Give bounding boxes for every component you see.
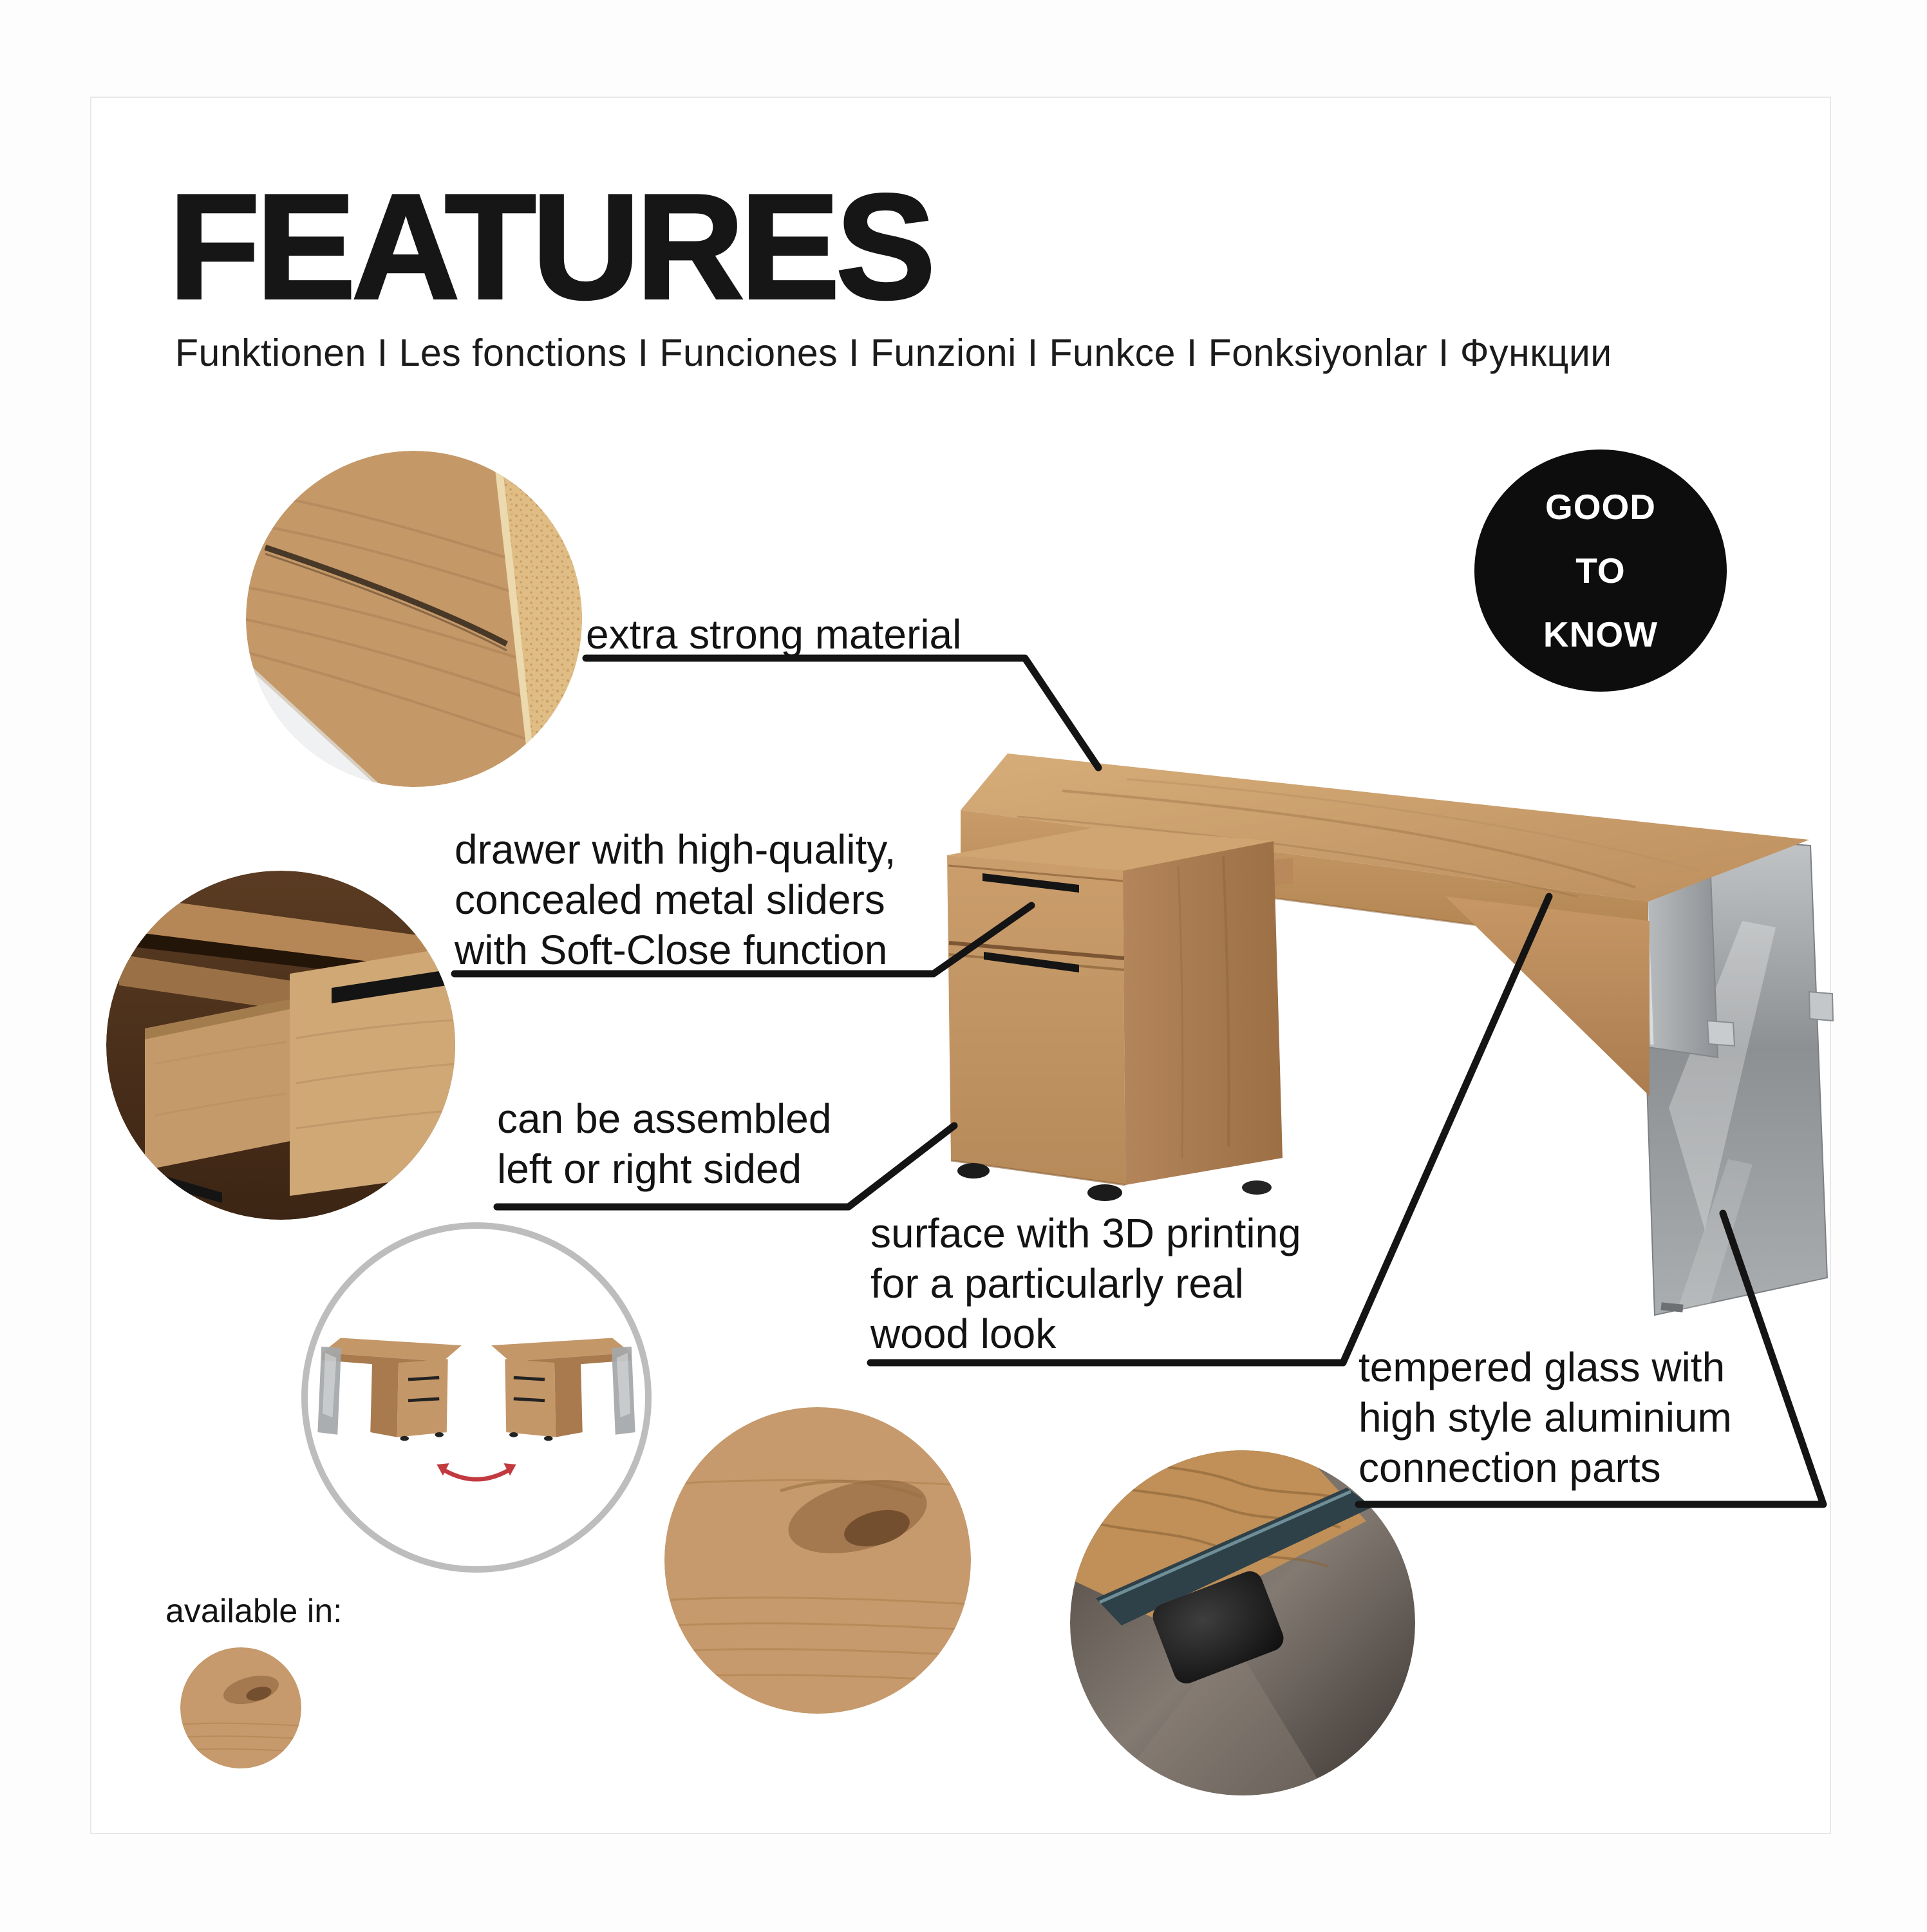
page-subtitle: Funktionen I Les fonctions I Funciones I Funzioni I Funkce I Fonksiyonlar I Функции bbox=[175, 332, 1612, 374]
annotation-line: left or right sided bbox=[497, 1146, 802, 1193]
glass-connector-detail-image bbox=[1070, 1450, 1415, 1795]
assembly-options-diagram bbox=[301, 1222, 652, 1573]
annotation-line: for a particularly real bbox=[870, 1260, 1244, 1307]
annotation-line: can be assembled bbox=[497, 1095, 832, 1142]
annotation-drawer bbox=[455, 824, 896, 975]
badge-line: TO bbox=[1575, 550, 1626, 591]
cabinet-foot bbox=[1242, 1180, 1272, 1195]
annotation-assembly bbox=[497, 1094, 831, 1194]
availability-label: available in: bbox=[165, 1593, 343, 1630]
glass-panel bbox=[1639, 833, 1833, 1315]
annotation-line: connection parts bbox=[1358, 1444, 1661, 1492]
mini-desk-right bbox=[491, 1338, 635, 1441]
glass-clip bbox=[1809, 992, 1833, 1021]
annotation-line: wood look bbox=[870, 1311, 1057, 1358]
glass-clip bbox=[1707, 1021, 1734, 1046]
annotation-line: surface with 3D printing bbox=[870, 1210, 1301, 1256]
annotation-line: with Soft-Close function bbox=[455, 927, 888, 974]
annotation-extra-strong bbox=[586, 609, 961, 659]
annotation-line: tempered glass with bbox=[1358, 1344, 1725, 1390]
annotation-surface bbox=[870, 1208, 1301, 1359]
drawer-detail-image bbox=[106, 871, 455, 1220]
page-title: FEATURES bbox=[169, 164, 932, 330]
annotation-tempered-glass bbox=[1358, 1342, 1732, 1493]
annotation-line: concealed metal sliders bbox=[455, 876, 885, 923]
swap-arrow bbox=[437, 1463, 516, 1479]
mini-desk-left bbox=[317, 1338, 461, 1441]
cabinet bbox=[947, 827, 1283, 1201]
cabinet-foot bbox=[1087, 1184, 1122, 1201]
annotation-line: high style aluminium bbox=[1358, 1394, 1732, 1441]
mini-desks-diagram bbox=[308, 1229, 645, 1566]
corner-bracket bbox=[1445, 896, 1650, 1096]
cabinet-foot bbox=[957, 1163, 990, 1179]
annotation-line: drawer with high-quality, bbox=[455, 826, 896, 873]
annotation-line: extra strong material bbox=[586, 611, 962, 658]
wood-grain-detail-image bbox=[664, 1407, 971, 1714]
availability-swatch bbox=[180, 1647, 301, 1768]
good-to-know-badge bbox=[1474, 450, 1727, 692]
badge-line: KNOW bbox=[1543, 614, 1659, 654]
board-edge-detail-image bbox=[246, 451, 582, 787]
badge-line: GOOD bbox=[1545, 486, 1657, 527]
